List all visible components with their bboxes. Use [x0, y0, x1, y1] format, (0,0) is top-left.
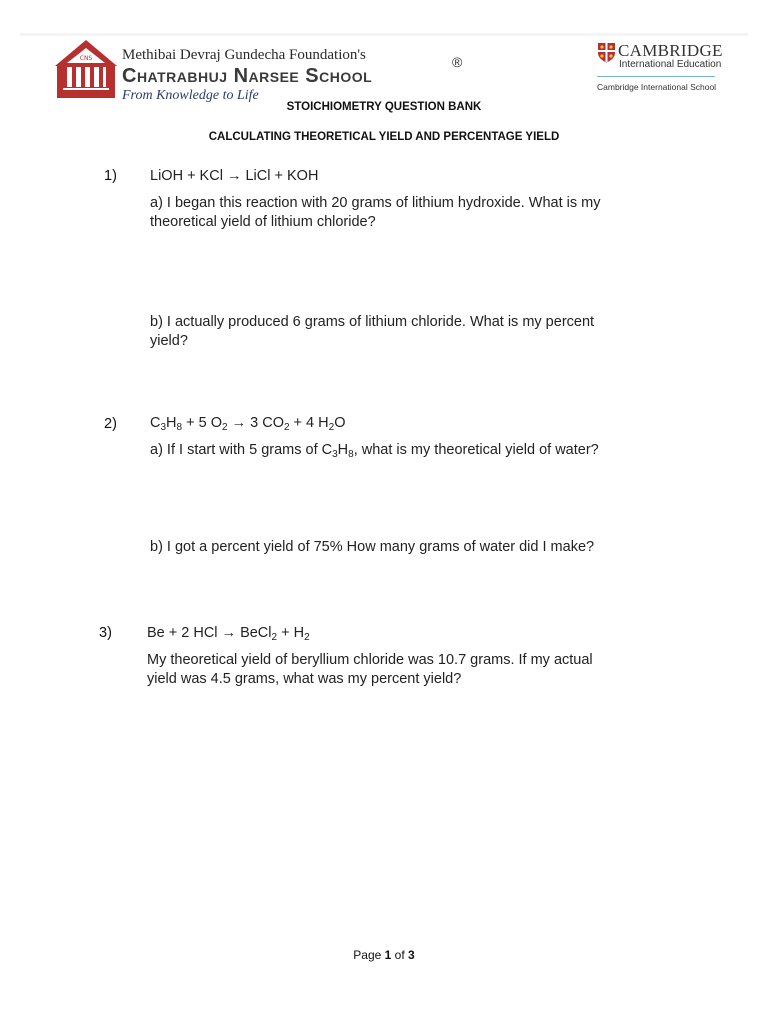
logo-caption: CNS	[79, 55, 93, 62]
question-2b-text: b) I got a percent yield of 75% How many grams of water did I make?	[150, 539, 595, 555]
registered-mark: ®	[452, 54, 463, 70]
question-2-equation: $C_3H_8 + 5$ $O_2 \to 3$ $CO_2 + 4$ $H_2O$	[150, 415, 346, 433]
school-tagline: From Knowledge to Life	[122, 88, 259, 103]
school-name: Chatrabhuj Narsee School	[122, 65, 373, 87]
cambridge-shield-icon	[597, 42, 616, 63]
question-2-number: 2)	[104, 416, 117, 432]
arrow-icon: →	[226, 168, 242, 184]
question-1b-text: b) I actually produced 6 grams of lithium chloride. What is my percent yield?	[150, 314, 595, 349]
question-2a-text: a) If I start with 5 grams of $C_3H_8$, what is my theoretical yield of water?	[150, 442, 599, 460]
question-1a-text: a) I began this reaction with 20 grams of lithium hydroxide. What is my theoretical yield of lithium chloride?	[150, 195, 601, 230]
question-bank-title: STOICHIOMETRY QUESTION BANK	[286, 101, 482, 113]
page-number: Page 1 of 3	[353, 948, 415, 962]
cambridge-school-label: Cambridge International School	[597, 82, 717, 92]
question-1-number: 1)	[104, 168, 117, 184]
question-1-equation: LiOH + KCl → LiCl + KOH	[150, 168, 319, 184]
topic-title: CALCULATING THEORETICAL YIELD AND PERCENTAGE YIELD	[208, 131, 560, 143]
question-3-equation: Be + 2 HCl → BeCl$_2$ + $H_2$	[147, 625, 310, 643]
school-header	[122, 46, 463, 104]
school-logo-icon	[53, 38, 119, 100]
cambridge-divider	[597, 76, 715, 77]
top-strip	[20, 33, 748, 36]
question-3-text: My theoretical yield of beryllium chloride was 10.7 grams. If my actual yield was 4.5 grams, what was my percent yield?	[147, 652, 593, 687]
cambridge-subtitle: International Education	[619, 59, 722, 70]
foundation-name: Methibai Devraj Gundecha Foundation's	[122, 47, 366, 63]
cambridge-name: CAMBRIDGE	[618, 41, 723, 60]
question-3-number: 3)	[99, 625, 112, 641]
